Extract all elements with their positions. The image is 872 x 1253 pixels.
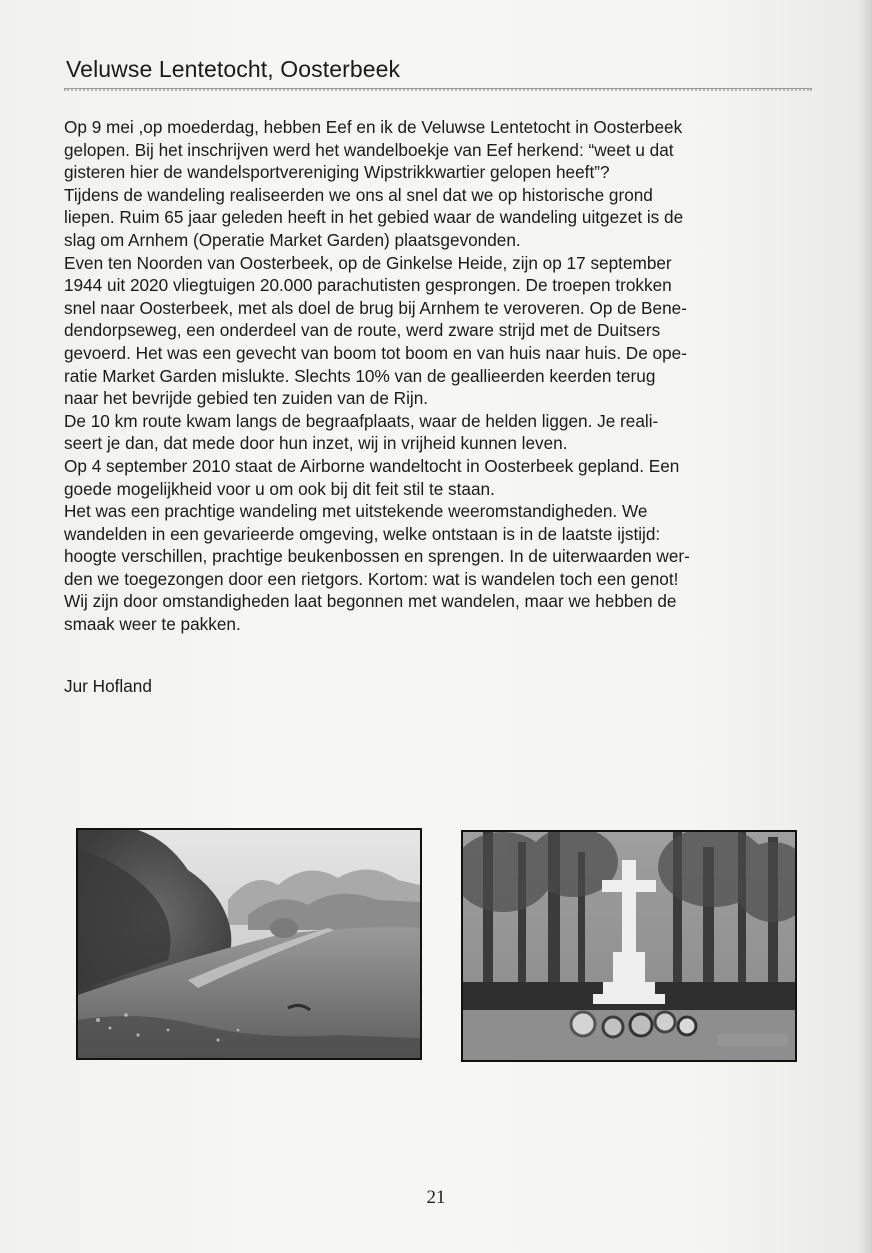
body-line: De 10 km route kwam langs de begraafplaats, waar de helden liggen. Je reali- xyxy=(64,410,659,431)
body-line: goede mogelijkheid voor u om ook bij dit feit stil te staan. xyxy=(64,478,495,499)
author-signature: Jur Hofland xyxy=(64,676,152,696)
body-line: wandelden in een gevarieerde omgeving, welke ontstaan is in de laatste ijstijd: xyxy=(64,523,661,544)
body-line: Wij zijn door omstandigheden laat begonnen met wandelen, maar we hebben de xyxy=(64,591,677,612)
body-line: Op 4 september 2010 staat de Airborne wandeltocht in Oosterbeek gepland. Een xyxy=(64,455,680,476)
cemetery-cross-photo xyxy=(461,830,797,1062)
body-line: den we toegezongen door een rietgors. Kortom: wat is wandelen toch een genot! xyxy=(64,568,679,589)
page-number: 21 xyxy=(426,1187,446,1208)
body-line: 1944 uit 2020 vliegtuigen 20.000 parachutisten gesprongen. De troepen trokken xyxy=(64,275,672,296)
body-line: seert je dan, dat mede door hun inzet, wij in vrijheid kunnen leven. xyxy=(64,433,568,454)
body-line: Tijdens de wandeling realiseerden we ons al snel dat we op historische grond xyxy=(64,184,653,205)
body-line: gevoerd. Het was een gevecht van boom tot boom en van huis naar huis. De ope- xyxy=(64,342,687,363)
body-line: dendorpseweg, een onderdeel van de route, werd zware strijd met de Duitsers xyxy=(64,320,661,341)
body-line: snel naar Oosterbeek, met als doel de brug bij Arnhem te veroveren. Op de Bene- xyxy=(64,297,687,318)
page-edge-shadow xyxy=(858,0,872,1253)
body-line: Even ten Noorden van Oosterbeek, op de Ginkelse Heide, zijn op 17 september xyxy=(64,252,672,273)
body-line: gisteren hier de wandelsportvereniging Wipstrikkwartier gelopen heeft”? xyxy=(64,162,610,183)
heath-landscape-photo xyxy=(76,828,422,1060)
body-line: Het was een prachtige wandeling met uitstekende weeromstandigheden. We xyxy=(64,501,648,522)
body-line: gelopen. Bij het inschrijven werd het wandelboekje van Eef herkend: “weet u dat xyxy=(64,139,674,160)
article-body xyxy=(64,116,814,636)
body-line: smaak weer te pakken. xyxy=(64,614,241,635)
body-line: liepen. Ruim 65 jaar geleden heeft in het gebied waar de wandeling uitgezet is de xyxy=(64,207,684,228)
body-line: Op 9 mei ,op moederdag, hebben Eef en ik de Veluwse Lentetocht in Oosterbeek xyxy=(64,117,683,137)
title-divider xyxy=(64,88,812,91)
body-line: slag om Arnhem (Operatie Market Garden) plaatsgevonden. xyxy=(64,229,521,250)
body-line: hoogte verschillen, prachtige beukenbossen en sprengen. In de uiterwaarden wer- xyxy=(64,546,690,567)
body-line: ratie Market Garden mislukte. Slechts 10% van de geallieerden keerden terug xyxy=(64,365,656,386)
body-line: naar het bevrijde gebied ten zuiden van de Rijn. xyxy=(64,388,429,409)
article-title: Veluwse Lentetocht, Oosterbeek xyxy=(66,56,401,82)
